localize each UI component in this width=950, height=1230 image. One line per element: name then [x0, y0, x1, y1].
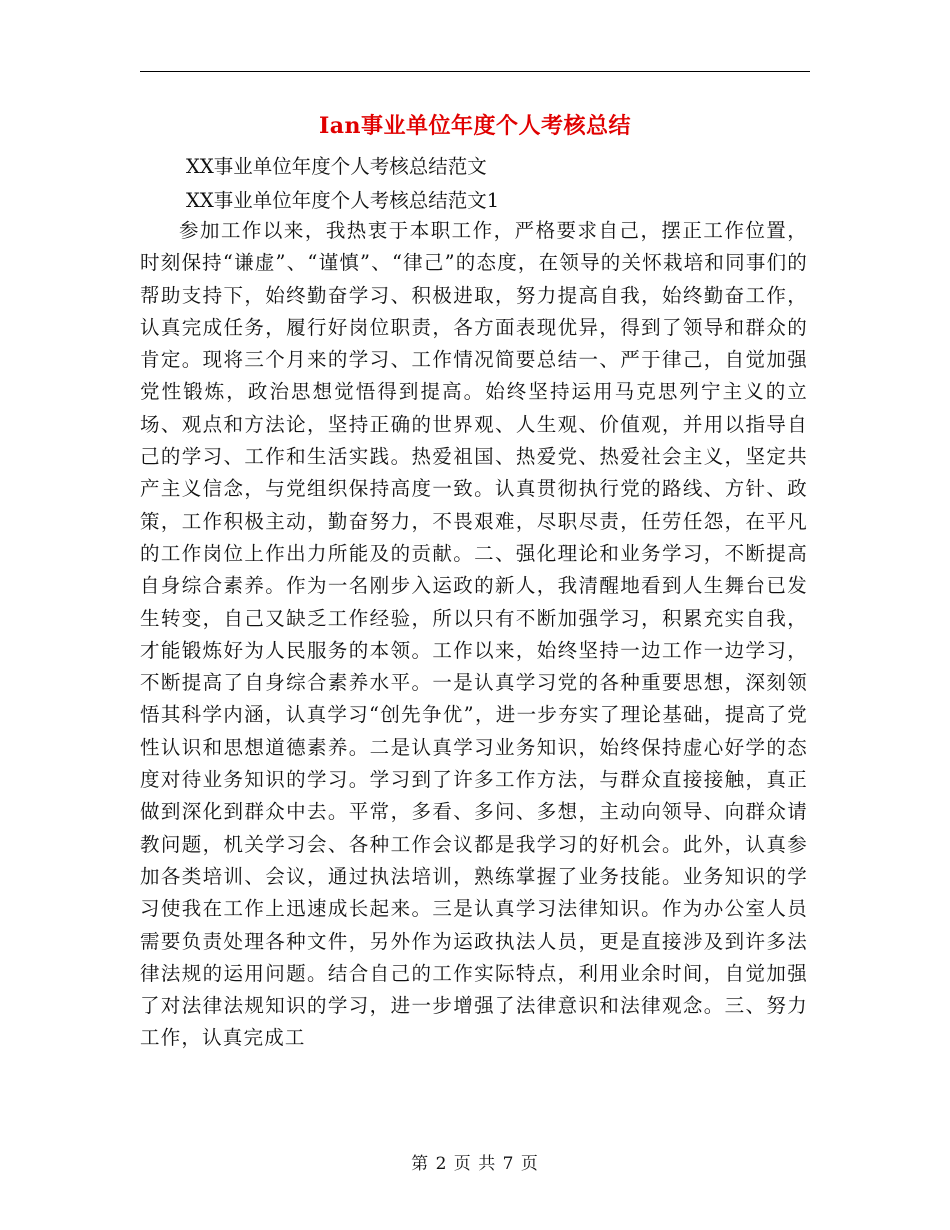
- page-footer: [0, 1152, 950, 1176]
- body-paragraph: 参加工作以来，我热衷于本职工作，严格要求自己，摆正工作位置，时刻保持“谦虚”、“谨慎”、“律己”的态度，在领导的关怀栽培和同事们的帮助支持下，始终勤奋学习、积极进取，努力提高自我，始终勤奋工作，认真完成任务，履行好岗位职责，各方面表现优异，得到了领导和群众的肯定。现将三个月来的学习、工作情况简要总结一、严于律己，自觉加强党性锻炼，政治思想觉悟得到提高。始终坚持运用马克思列宁主义的立场、观点和方法论，坚持正确的世界观、人生观、价值观，并用以指导自己的学习、工作和生活实践。热爱祖国、热爱党、热爱社会主义，坚定共产主义信念，与党组织保持高度一致。认真贯彻执行党的路线、方针、政策，工作积极主动，勤奋努力，不畏艰难，尽职尽责，任劳任怨，在平凡的工作岗位上作出力所能及的贡献。二、强化理论和业务学习，不断提高自身综合素养。作为一名刚步入运政的新人，我清醒地看到人生舞台已发生转变，自己又缺乏工作经验，所以只有不断加强学习，积累充实自我，才能锻炼好为人民服务的本领。工作以来，始终坚持一边工作一边学习，不断提高了自身综合素养水平。一是认真学习党的各种重要思想，深刻领悟其科学内涵，认真学习“创先争优”，进一步夯实了理论基础，提高了党性认识和思想道德素养。二是认真学习业务知识，始终保持虚心好学的态度对待业务知识的学习。学习到了许多工作方法，与群众直接接触，真正做到深化到群众中去。平常，多看、多问、多想，主动向领导、向群众请教问题，机关学习会、各种工作会议都是我学习的好机会。此外，认真参加各类培训、会议，通过执法培训，熟练掌握了业务技能。业务知识的学习使我在工作上迅速成长起来。三是认真学习法律知识。作为办公室人员需要负责处理各种文件，另外作为运政执法人员，更是直接涉及到许多法律法规的运用问题。结合自己的工作实际特点，利用业余时间，自觉加强了对法律法规知识的学习，进一步增强了法律意识和法律观念。三、努力工作，认真完成工: [140, 219, 808, 1050]
- subtitle-heading: XX事业单位年度个人考核总结范文: [186, 155, 487, 178]
- page-number-label: 第 2 页 共 7 页: [411, 1154, 539, 1174]
- header-rule: [140, 71, 810, 72]
- subtitle-heading-numbered: XX事业单位年度个人考核总结范文1: [186, 189, 500, 212]
- document-title: Ian事业单位年度个人考核总结: [318, 113, 632, 139]
